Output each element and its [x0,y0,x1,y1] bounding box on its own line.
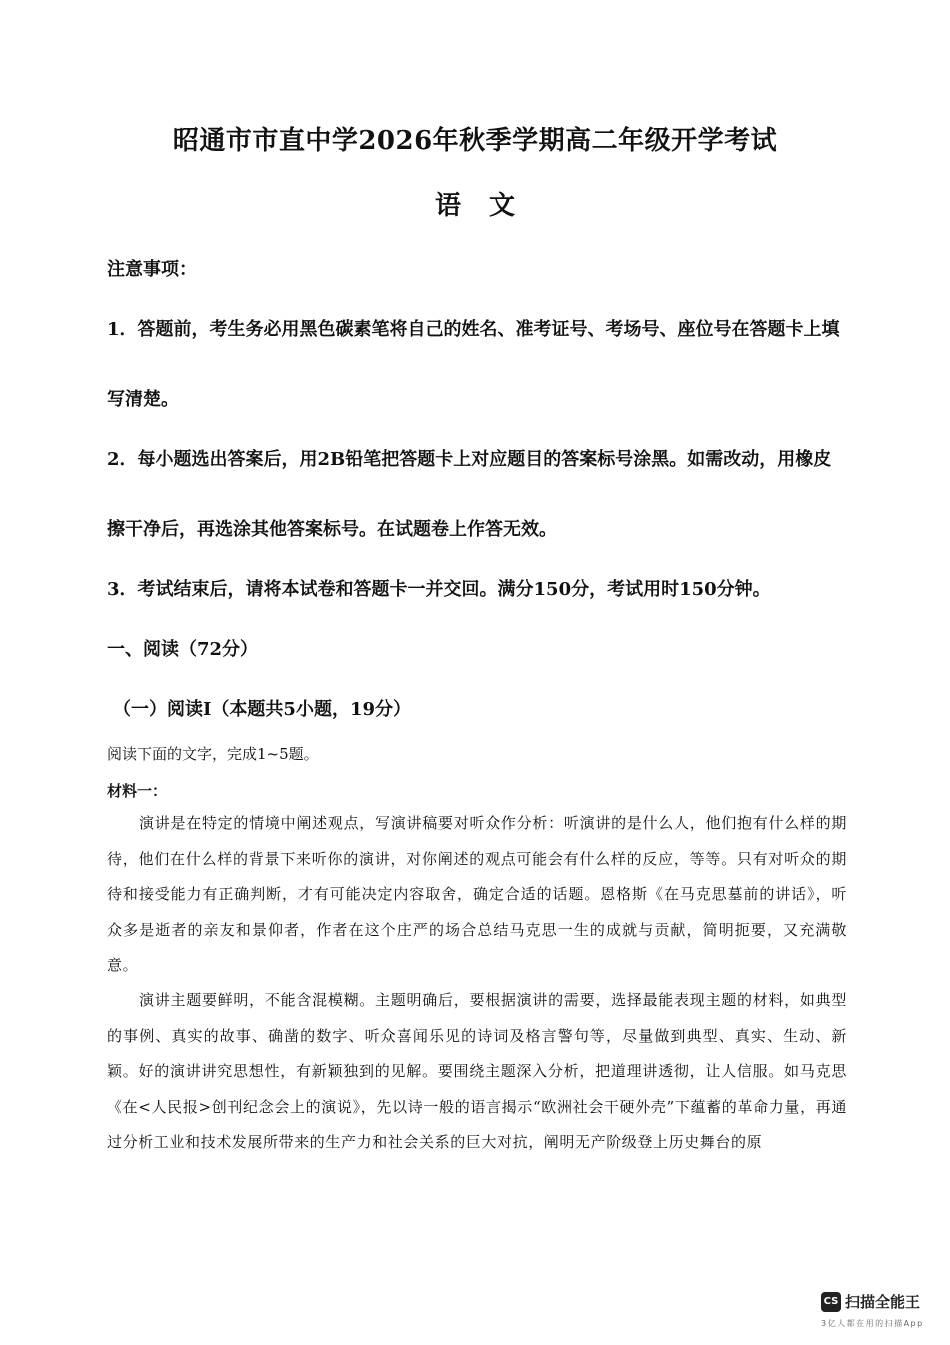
subject-title: 语文 [434,191,543,221]
notice-item-1-line-1: 1．答题前，考生务必用黑色碳素笔将自己的姓名、准考证号、考场号、座位号在答题卡上填 [107,319,840,340]
section-heading-reading: 一、阅读（72分） [107,639,259,660]
material-1-paragraph-1: 演讲是在特定的情境中阐述观点，写演讲稿要对听众作分析：听演讲的是什么人，他们抱有什么样的期待，他们在什么样的背景下来听你的演讲，对你阐述的观点可能会有什么样的反应，等等。只有对听众的期待和接受能力有正确判断，才有可能决定内容取舍，确定合适的话题。恩格斯《在马克思墓前的讲话》，听众多是逝者的亲友和景仰者，作者在这个庄严的场合总结马克思一生的成就与贡献，简明扼要，又充满敬意。 [107,814,847,974]
material-1-heading: 材料一： [107,782,168,800]
watermark-tagline: 3亿人都在用的扫描App [821,1319,924,1328]
material-1-paragraph-2: 演讲主题要鲜明，不能含混模糊。主题明确后，要根据演讲的需要，选择最能表现主题的材料，如典型的事例、真实的故事、确凿的数字、听众喜闻乐见的诗词及格言警句等，尽量做到典型、真实、生动、新颖。好的演讲讲究思想性，有新颖独到的见解。要围绕主题深入分析，把道理讲透彻，让人信服。如马克思《在<人民报>创刊纪念会上的演说》，先以诗一般的语言揭示“欧洲社会干硬外壳”下蕴蓄的革命力量，再通过分析工业和技术发展所带来的生产力和社会关系的巨大对抗，阐明无产阶级登上历史舞台的原 [107,991,847,1151]
subsection-heading-reading-1: （一）阅读Ⅰ（本题共5小题，19分） [113,699,411,720]
watermark-title: 扫描全能王 [845,1293,921,1311]
cs-logo-icon: CS [821,1292,841,1312]
notice-item-3: 3．考试结束后，请将本试卷和答题卡一并交回。满分150分，考试用时150分钟。 [107,579,771,600]
scanner-watermark [818,1288,938,1338]
notice-item-1-line-2: 写清楚。 [107,389,179,410]
notice-heading: 注意事项： [107,259,197,280]
notice-item-2-line-1: 2．每小题选出答案后，用2B铅笔把答题卡上对应题目的答案标号涂黑。如需改动，用橡皮 [107,449,832,470]
notice-item-2-line-2: 擦干净后，再选涂其他答案标号。在试题卷上作答无效。 [107,519,557,540]
exam-title: 昭通市市直中学2026年秋季学期高二年级开学考试 [172,126,778,156]
reading-instruction: 阅读下面的文字，完成1~5题。 [107,745,319,763]
